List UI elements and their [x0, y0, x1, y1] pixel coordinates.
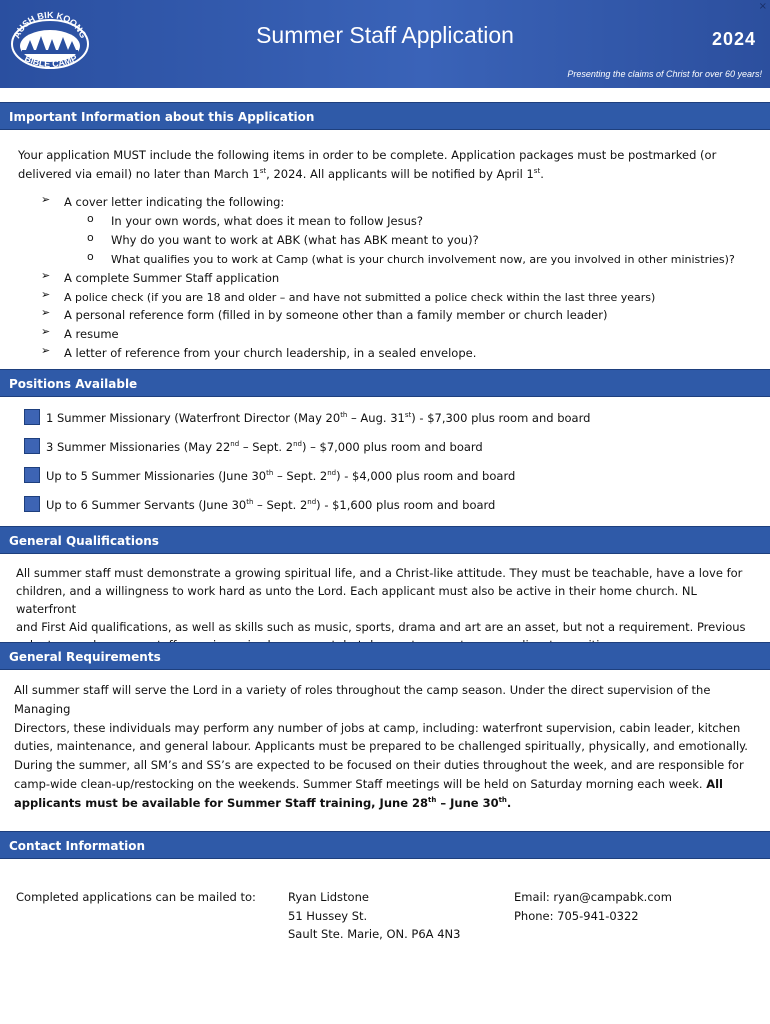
section-header-requirements: General Requirements [0, 642, 770, 670]
arrow-bullet-icon: ➢ [41, 193, 51, 206]
contact-name: Ryan Lidstone [288, 890, 369, 904]
list-item: A letter of reference from your church leadership, in a sealed envelope. [64, 346, 477, 360]
svg-text:AUSH BIK KOONG: AUSH BIK KOONG [11, 9, 89, 40]
page-header [0, 0, 770, 88]
contact-email[interactable]: Email: ryan@campabk.com [514, 890, 672, 904]
circle-bullet-icon: o [87, 231, 94, 244]
circle-bullet-icon: o [87, 250, 94, 263]
contact-details [514, 888, 672, 925]
arrow-bullet-icon: ➢ [41, 288, 51, 301]
qualifications-text: All summer staff must demonstrate a growing spiritual life, and a Christ-like attitude. They must be teachable, have a love for children, and a willingness to work hard as unto the Lord. Each applicant must also be active in their home church. NL waterfront and First Aid qualifications, as well as skills such as music, sports, drama and art are an asset, but not a requirement. Previous [16, 566, 746, 634]
arrow-bullet-icon: ➢ [41, 306, 51, 319]
sub-list-item: Why do you want to work at ABK (what has ABK meant to you)? [111, 233, 479, 247]
position-option[interactable]: Up to 5 Summer Missionaries (June 30th – Sept. 2nd) - $4,000 plus room and board [24, 467, 515, 486]
position-checkbox[interactable] [24, 438, 40, 454]
position-option[interactable]: 3 Summer Missionaries (May 22nd – Sept. 2nd) – $7,000 plus room and board [24, 438, 483, 457]
section-header-important: Important Information about this Application [0, 102, 770, 130]
page-title: Summer Staff Application [256, 22, 514, 48]
close-icon[interactable]: × [758, 1, 767, 12]
position-checkbox[interactable] [24, 409, 40, 425]
list-item: A cover letter indicating the following: [64, 195, 285, 209]
arrow-bullet-icon: ➢ [41, 325, 51, 338]
sub-list-item: In your own words, what does it mean to follow Jesus? [111, 214, 424, 228]
contact-city: Sault Ste. Marie, ON. P6A 4N3 [288, 927, 461, 941]
position-option[interactable]: 1 Summer Missionary (Waterfront Director (May 20th – Aug. 31st) - $7,300 plus room and board [24, 409, 590, 428]
position-option[interactable]: Up to 6 Summer Servants (June 30th – Sept. 2nd) - $1,600 plus room and board [24, 496, 495, 515]
intro-line-1: Your application MUST include the following items in order to be complete. Application packages must be postmarked (or [18, 148, 717, 162]
contact-street: 51 Hussey St. [288, 908, 368, 923]
list-item: A personal reference form (filled in by someone other than a family member or church leader) [64, 308, 608, 322]
arrow-bullet-icon: ➢ [41, 344, 51, 357]
list-item: A police check (if you are 18 and older – and have not submitted a police check within the last three years) [64, 291, 656, 304]
section-header-contact: Contact Information [0, 831, 770, 859]
mail-label: Completed applications can be mailed to: [16, 890, 256, 904]
year-label: 2024 [711, 29, 756, 49]
tagline: Presenting the claims of Christ for over 60 years! [567, 69, 762, 79]
contact-phone: Phone: 705-941-0322 [514, 908, 639, 923]
mailing-address [288, 888, 460, 944]
position-checkbox[interactable] [24, 496, 40, 512]
arrow-bullet-icon: ➢ [41, 269, 51, 282]
important-intro [18, 146, 758, 184]
section-header-qualifications: General Qualifications [0, 526, 770, 554]
sub-list-item: What qualifies you to work at Camp (what is your church involvement now, are you involved in other ministries)? [111, 253, 735, 266]
list-item: A complete Summer Staff application [64, 271, 280, 285]
circle-bullet-icon: o [87, 212, 94, 225]
section-header-positions: Positions Available [0, 369, 770, 397]
requirements-text: All summer staff will serve the Lord in a variety of roles throughout the camp season. Under the direct supervision of the Managing Directors, these individuals may perform any number of jobs at camp, including: waterfront supervision, cabin leader, kitchen duties, maintenance, and general labour. Applicants must be prepared to be challenged spiritually, physically, and emotionally. During the summer, all SM’s and SS’s are expected to be focused on their duties throughout the week, and are responsible for camp-wide clean-up/restocking on the weekends. Summer Staff meetings will be held on Saturday morning each week. All applicants must be available for Summer Staff training, June 28th – June 30th. [14, 683, 748, 810]
intro-line-2: delivered via email) no later than March 1st, 2024. All applicants will be notified by April 1st. [18, 167, 544, 181]
position-checkbox[interactable] [24, 467, 40, 483]
svg-text:BIBLE CAMP: BIBLE CAMP [23, 52, 79, 70]
list-item: A resume [64, 327, 119, 341]
